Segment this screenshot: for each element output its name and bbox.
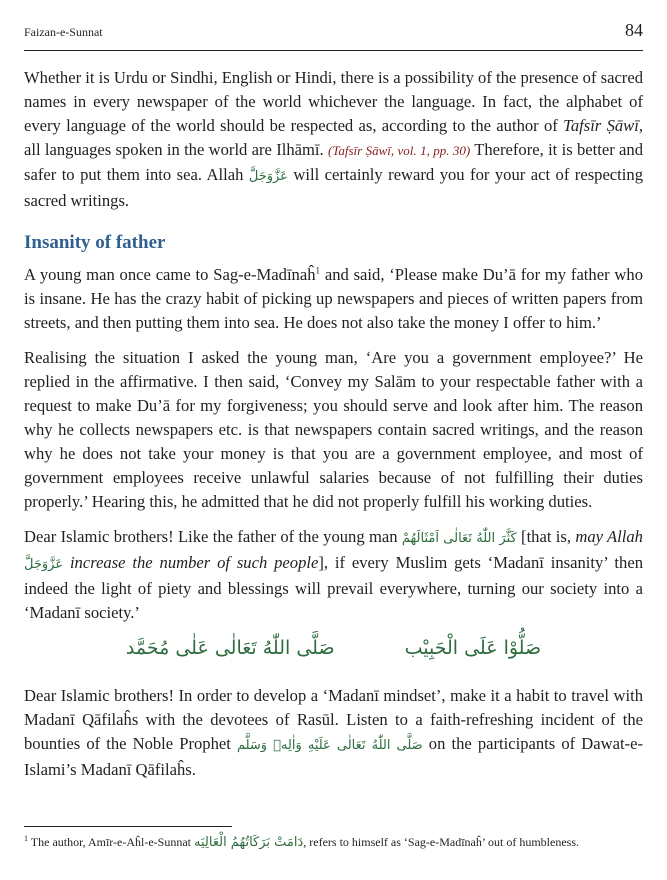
arabic-honorific: عَزَّوَجَلَّ [24, 557, 64, 572]
text-run: , all languages spoken in the world are Ilhāmī. [24, 116, 643, 159]
text-run: will certainly reward you for your act of respecting sacred writings. [24, 165, 643, 210]
text-run: [that is, [516, 527, 576, 546]
salat-left: صَلَّى اللّٰهُ تَعَالٰى عَلٰى مُحَمَّد [125, 637, 335, 659]
footnote-marker[interactable]: 1 [315, 265, 321, 276]
paragraph-2 [24, 263, 643, 335]
text-run: on the participants of Dawat-e-Islami’s Madanī Qāfilaĥs. [24, 734, 643, 779]
text-run: Therefore, it is better and safer to put them into sea. Allah [24, 140, 644, 184]
text-run: A young man once came to Sag-e-Madīnaĥ [24, 265, 316, 284]
arabic-salutation: صَلَّى اللّٰهُ تَعَالٰى عَلَيْهِ وَاٰلِهٖ وَسَلَّم [236, 738, 423, 753]
text-run: ], if every Muslim gets ‘Madanī insanity’ then indeed the light of piety and blessings will prevail everywhere, turning our society into a ‘Madanī society.’ [24, 553, 643, 622]
citation: (Tafsīr Ṣāwī, vol. 1, pp. 30) [327, 143, 471, 158]
arabic-honorific: دَامَتْ بَرَكَاتُهُمُ الْعَالِيَه [194, 835, 304, 850]
page-number: 84 [625, 20, 643, 40]
footnote-number: 1 [24, 834, 28, 843]
arabic-honorific: عَزَّوَجَلَّ [248, 169, 288, 184]
text-run: Whether it is Urdu or Sindhi, English or Hindi, there is a possibility of the presence of sacred names in every newspaper of the world whichever the language. In fact, the alphabet of every language of the world should be respected as, according to the author of [24, 68, 643, 135]
italic-run: increase the number of such people [63, 553, 319, 572]
paragraph-5 [24, 684, 643, 782]
salat-right: صَلُّوْا عَلَى الْحَبِيْب [404, 637, 542, 659]
text-run: The author, Amīr-e-Aĥl-e-Sunnat [28, 835, 195, 849]
italic-run: may Allah [575, 527, 643, 546]
footnote-divider [24, 826, 232, 827]
book-title: Faizan-e-Sunnat [24, 25, 103, 39]
text-run: Dear Islamic brothers! Like the father of the young man [24, 527, 402, 546]
text-run: and said, ‘Please make Du’ā for my father who is insane. He has the crazy habit of picking up newspapers and pieces of written papers from streets, and then putting them into sea. He does not also take the money I offer to him.’ [24, 265, 643, 332]
text-run: Dear Islamic brothers! In order to develop a ‘Madanī mindset’, make it a habit to travel with Madanī Qāfilaĥs with the devotees of Rasūl. Listen to a faith-refreshing incident of the bounties of the Noble Prophet [24, 686, 643, 753]
book-name: Tafsīr Ṣāwī [563, 116, 639, 135]
footnote [24, 834, 643, 851]
running-header [24, 14, 643, 51]
page-body [24, 66, 643, 793]
paragraph-3: Realising the situation I asked the young man, ‘Are you a government employee?’ He replied in the affirmative. I then said, ‘Convey my Salām to your respectable father with a request to make Du’ā for my forgiveness; you should serve and look after him. The reason why he collects newspapers etc. is that newspapers contain sacred writings, and the reason why he does not take your money is that you are a government employee, and most of government employees receive unlawful salaries because of not fulfilling their duties properly.’ Hearing this, he admitted that he did not properly fulfill his working duties. [24, 348, 643, 511]
paragraph-1 [24, 66, 643, 213]
text-run: , refers to himself as ‘Sag-e-Madīnaĥ’ out of humbleness. [303, 835, 579, 849]
arabic-dua: كَثَّرَ اللّٰهُ تَعَالٰى اَمْثَالَهُمْ [401, 531, 517, 546]
section-heading: Insanity of father [24, 232, 166, 253]
salat-line [24, 636, 643, 660]
paragraph-4 [24, 525, 643, 625]
